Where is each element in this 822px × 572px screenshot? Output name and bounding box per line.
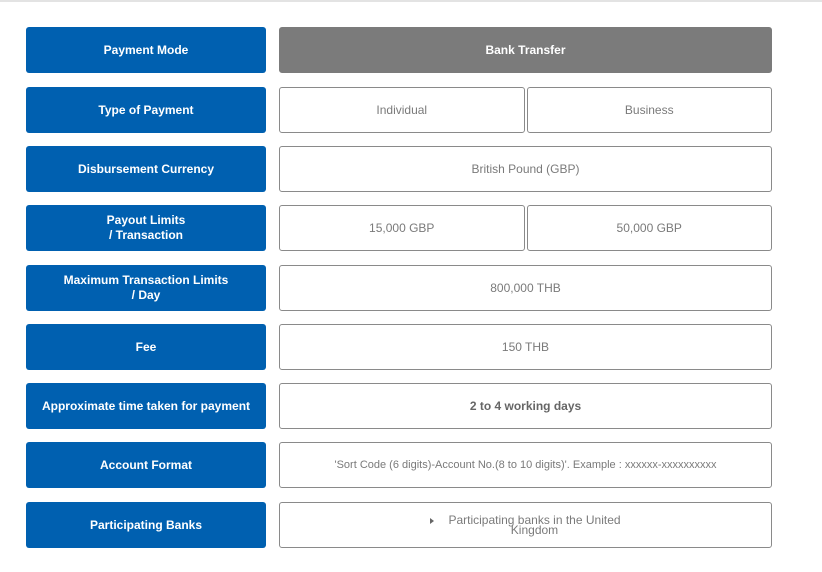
disbursement-currency-label: Disbursement Currency xyxy=(26,146,266,192)
row-account-format xyxy=(26,442,772,488)
account-format-value: 'Sort Code (6 digits)-Account No.(8 to 10 digits)'. Example : xxxxxx-xxxxxxxxxx xyxy=(279,442,772,488)
top-divider xyxy=(0,0,822,2)
payout-limit-individual: 15,000 GBP xyxy=(279,205,525,251)
row-payout-limits xyxy=(26,205,772,251)
row-participating-banks xyxy=(26,502,772,548)
row-payment-mode xyxy=(26,27,772,73)
payout-limit-business: 50,000 GBP xyxy=(527,205,773,251)
disbursement-currency-value: British Pound (GBP) xyxy=(279,146,772,192)
account-format-label: Account Format xyxy=(26,442,266,488)
row-type-of-payment xyxy=(26,87,772,133)
participating-banks-values xyxy=(279,502,772,548)
approx-time-label: Approximate time taken for payment xyxy=(26,383,266,429)
type-of-payment-label: Type of Payment xyxy=(26,87,266,133)
payment-mode-label: Payment Mode xyxy=(26,27,266,73)
row-max-transaction-limits xyxy=(26,265,772,311)
payout-limits-values xyxy=(279,205,772,251)
row-disbursement-currency xyxy=(26,146,772,192)
max-transaction-limits-label: Maximum Transaction Limits / Day xyxy=(26,265,266,311)
participating-banks-line-2: Kingdom xyxy=(510,523,559,537)
payment-mode-values xyxy=(279,27,772,73)
max-transaction-limit-value: 800,000 THB xyxy=(279,265,772,311)
participating-banks-expander[interactable] xyxy=(279,502,772,548)
row-fee xyxy=(26,324,772,370)
account-format-values xyxy=(279,442,772,488)
max-transaction-limits-values xyxy=(279,265,772,311)
payment-mode-value: Bank Transfer xyxy=(279,27,772,73)
participating-banks-summary[interactable] xyxy=(280,515,771,535)
fee-value: 150 THB xyxy=(279,324,772,370)
disbursement-currency-values xyxy=(279,146,772,192)
participating-banks-line-1: Participating banks in the United xyxy=(448,513,621,527)
type-business-option[interactable]: Business xyxy=(527,87,773,133)
payout-limits-label: Payout Limits / Transaction xyxy=(26,205,266,251)
participating-banks-text xyxy=(448,515,620,535)
participating-banks-label: Participating Banks xyxy=(26,502,266,548)
fee-label: Fee xyxy=(26,324,266,370)
row-approx-time xyxy=(26,383,772,429)
type-of-payment-values xyxy=(279,87,772,133)
approx-time-value: 2 to 4 working days xyxy=(279,383,772,429)
approx-time-values xyxy=(279,383,772,429)
type-individual-option[interactable]: Individual xyxy=(279,87,525,133)
fee-values xyxy=(279,324,772,370)
caret-right-icon xyxy=(430,518,434,524)
